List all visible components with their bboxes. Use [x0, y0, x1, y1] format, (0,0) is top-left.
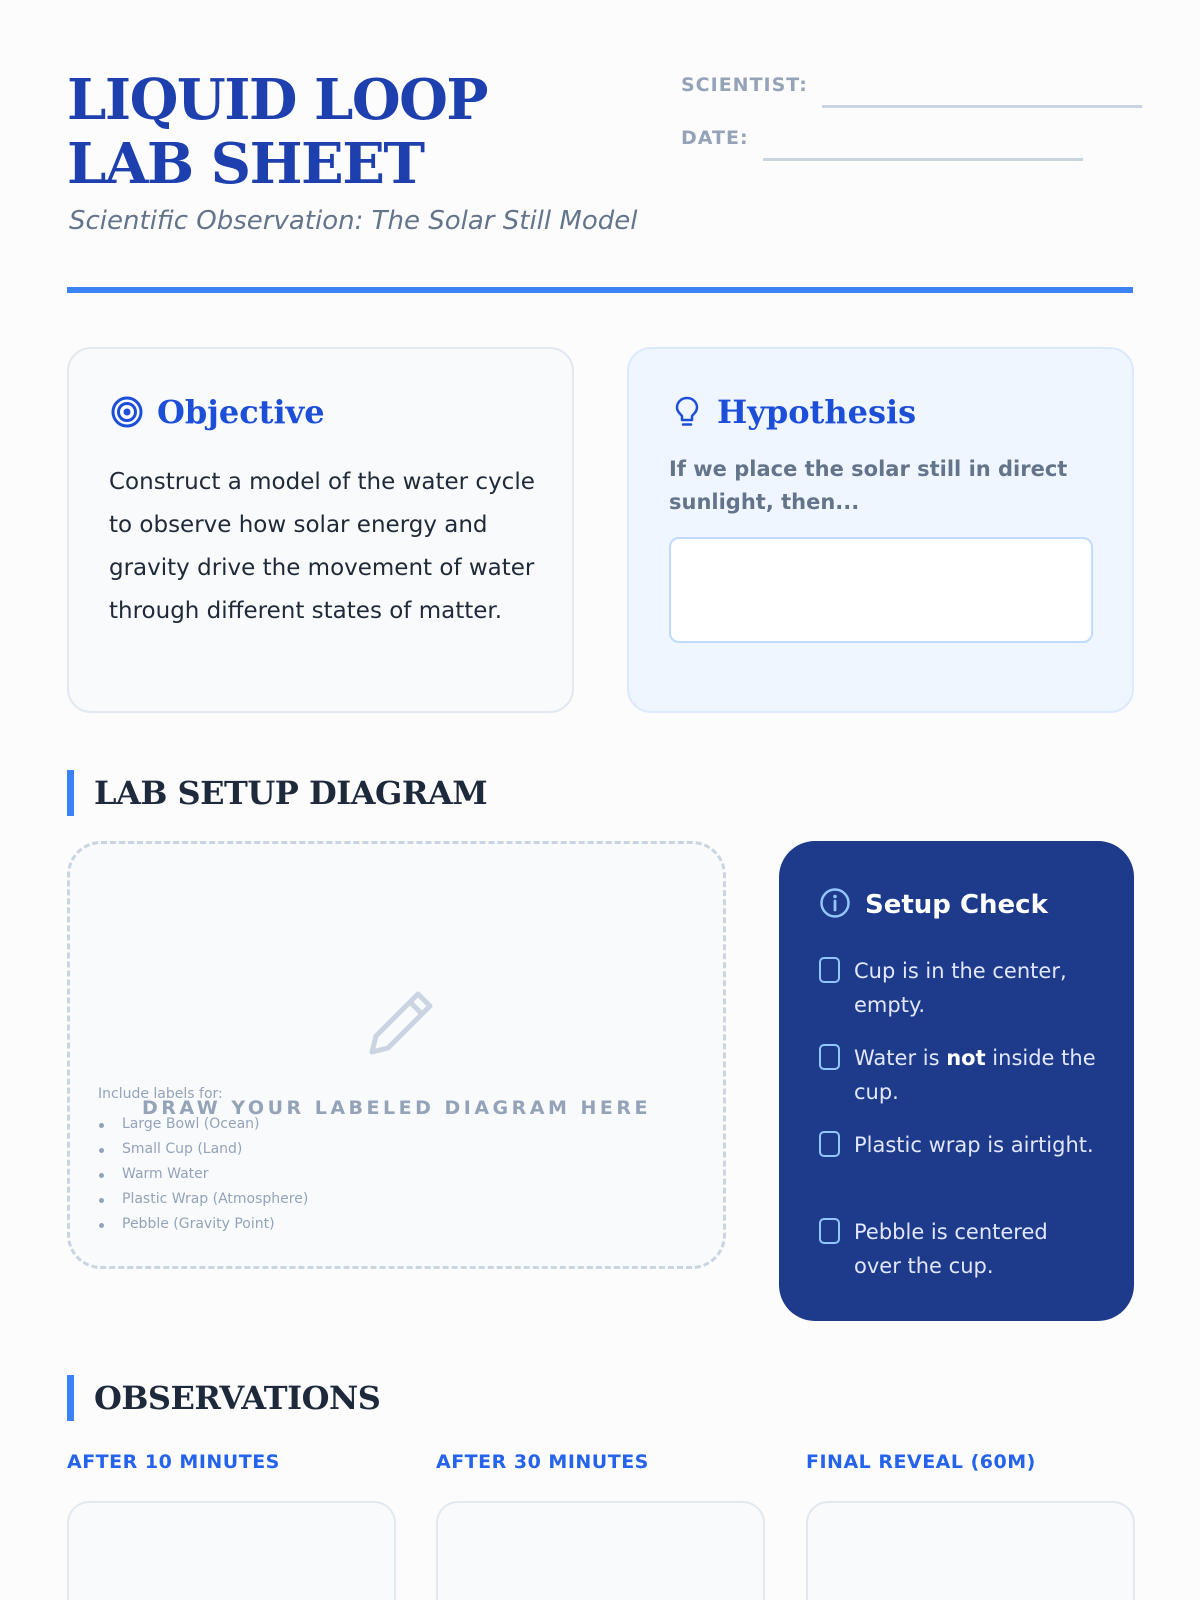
hypothesis-prompt: If we place the solar still in direct sunlight, then... — [669, 457, 1068, 514]
page-subtitle: Scientific Observation: The Solar Still Model — [69, 206, 638, 236]
check-item-pebble — [819, 1215, 1099, 1283]
check-item-wrap — [819, 1128, 1099, 1162]
section-accent-bar — [67, 770, 74, 816]
list-item: Pebble (Gravity Point) — [98, 1212, 308, 1237]
diagram-drawing-area[interactable] — [67, 841, 726, 1269]
check-item-label: Cup is in the center, empty. — [854, 959, 1067, 1017]
list-item: Small Cup (Land) — [98, 1137, 308, 1162]
pencil-icon — [360, 984, 440, 1064]
observations-heading — [67, 1375, 380, 1421]
checkbox[interactable] — [819, 1218, 840, 1244]
lab-setup-title: LAB SETUP DIAGRAM — [94, 774, 488, 812]
objective-text: Construct a model of the water cycle to observe how solar energy and gravity drive the movement of water through different states of matter. — [109, 469, 535, 624]
info-icon — [819, 887, 851, 923]
scientist-label: SCIENTIST: — [681, 74, 808, 96]
lightbulb-icon — [669, 394, 705, 430]
draw-prompt: DRAW YOUR LABELED DIAGRAM HERE — [142, 1097, 651, 1119]
list-item: Large Bowl (Ocean) — [98, 1112, 308, 1137]
page-title: LIQUID LOOP LAB SHEET — [67, 67, 487, 197]
objective-title: Objective — [157, 393, 325, 431]
setup-check-card — [779, 841, 1134, 1321]
obs-box-30min[interactable] — [436, 1501, 765, 1600]
obs-box-final[interactable] — [806, 1501, 1135, 1600]
objective-header — [109, 393, 325, 431]
header-divider — [67, 287, 1133, 293]
checkbox[interactable] — [819, 957, 840, 983]
labels-list — [98, 1112, 308, 1237]
setup-check-header — [819, 887, 1048, 923]
checkbox[interactable] — [819, 1131, 840, 1157]
obs-label-30min: AFTER 30 MINUTES — [436, 1451, 649, 1473]
hypothesis-header — [669, 393, 916, 431]
target-icon — [109, 394, 145, 430]
lab-setup-heading — [67, 770, 487, 816]
date-input-line[interactable] — [763, 158, 1083, 161]
list-item: Warm Water — [98, 1162, 308, 1187]
objective-card — [67, 347, 574, 713]
section-accent-bar — [67, 1375, 74, 1421]
check-item-label: Pebble is centered over the cup. — [854, 1220, 1048, 1278]
labels-heading: Include labels for: — [98, 1086, 223, 1102]
check-item-water — [819, 1041, 1099, 1109]
hypothesis-title: Hypothesis — [717, 393, 917, 431]
date-field — [681, 127, 1083, 149]
setup-check-title: Setup Check — [865, 890, 1048, 920]
obs-box-10min[interactable] — [67, 1501, 396, 1600]
obs-label-final: FINAL REVEAL (60M) — [806, 1451, 1036, 1473]
hypothesis-card — [627, 347, 1134, 713]
check-item-cup — [819, 954, 1099, 1022]
scientist-field — [681, 74, 1142, 96]
checkbox[interactable] — [819, 1044, 840, 1070]
date-label: DATE: — [681, 127, 749, 149]
obs-label-10min: AFTER 10 MINUTES — [67, 1451, 280, 1473]
hypothesis-answer-box[interactable] — [669, 537, 1093, 643]
observations-title: OBSERVATIONS — [94, 1379, 381, 1417]
scientist-input-line[interactable] — [822, 105, 1142, 108]
list-item: Plastic Wrap (Atmosphere) — [98, 1187, 308, 1212]
check-item-label: Plastic wrap is airtight. — [854, 1133, 1094, 1157]
check-item-label: Water is not inside the cup. — [854, 1046, 1096, 1104]
